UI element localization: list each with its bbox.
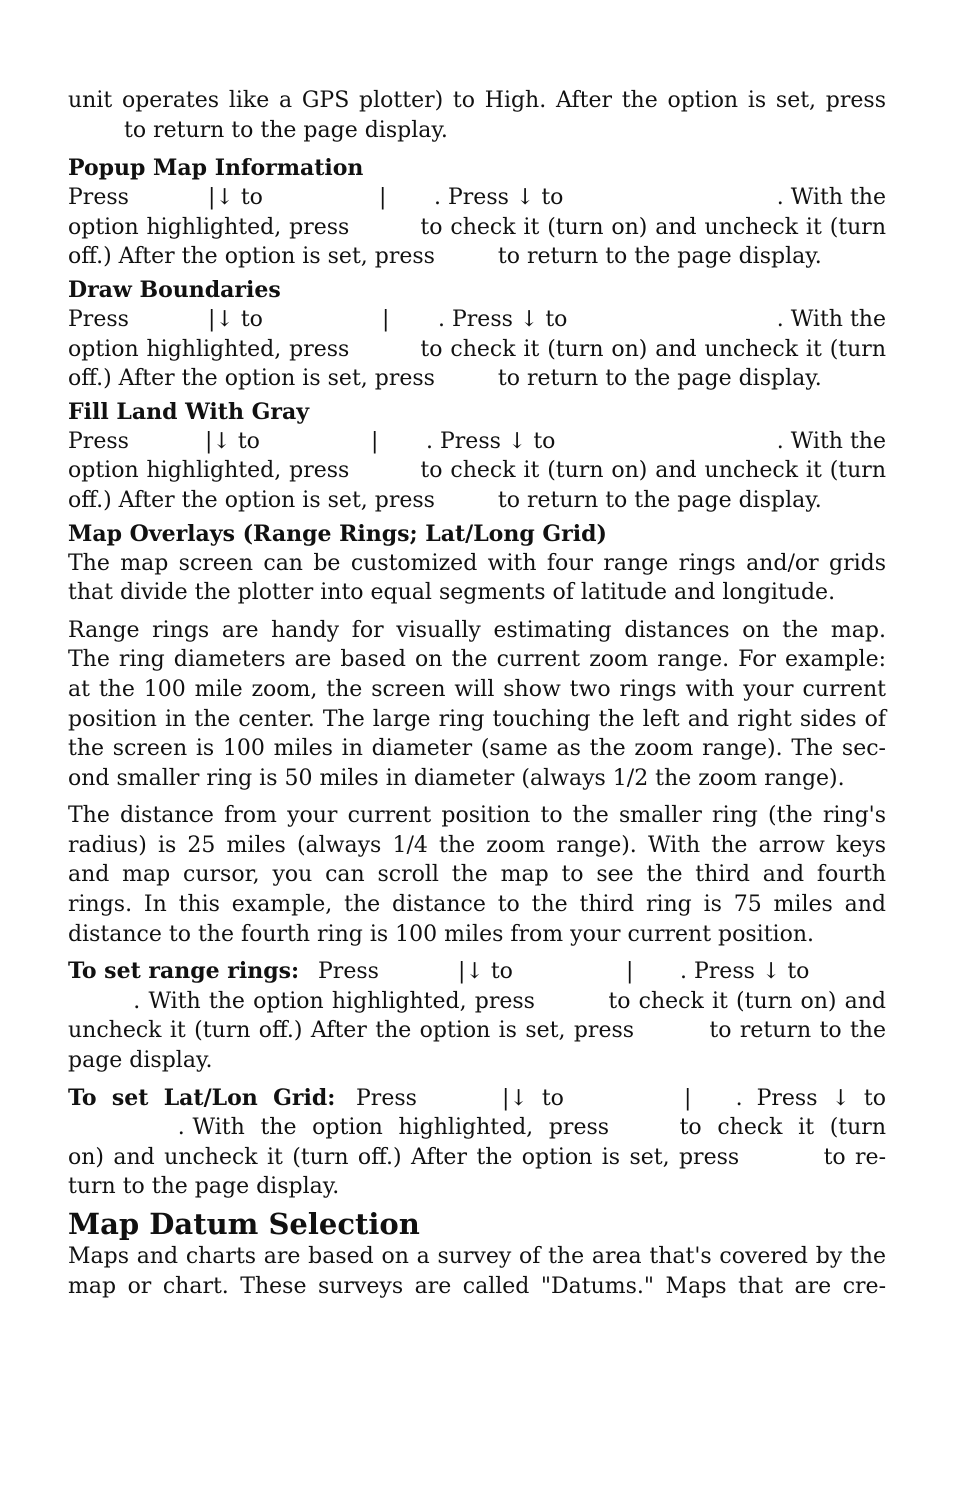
heading-map-overlays: Map Overlays (Range Rings; Lat/Long Grid) — [68, 520, 607, 547]
overlays-p3-line: rings. In this example, the distance to the third ring is 75 miles and — [68, 892, 886, 918]
manual-page — [68, 86, 886, 1301]
popup-line-3: off.) After the option is set, press to return to the page display. — [68, 244, 822, 270]
latlon-press: Press — [356, 1085, 417, 1111]
popup-line-1 — [68, 183, 886, 213]
latlon-press-down: . Press ↓ to — [735, 1085, 886, 1111]
popup-separator: | — [379, 185, 387, 211]
heading-popup-map-information: Popup Map Information — [68, 155, 364, 182]
popup-arrow-to: |↓ to — [208, 185, 263, 211]
latlon-line-3: on) and uncheck it (turn off.) After the option is set, press to re- — [68, 1144, 886, 1170]
fillland-line-3: off.) After the option is set, press to return to the page display. — [68, 487, 822, 513]
popup-press: Press — [68, 185, 129, 211]
datum-line: Maps and charts are based on a survey of the area that's covered by the — [68, 1244, 886, 1269]
rangerings-press: Press — [318, 959, 379, 985]
rangerings-separator: | — [626, 959, 634, 985]
heading-draw-boundaries: Draw Boundaries — [68, 276, 281, 303]
fillland-arrow-to: |↓ to — [205, 428, 260, 454]
boundaries-line-2: option highlighted, press to check it (turn on) and uncheck it (turn — [68, 336, 886, 362]
overlays-p2-line: The ring diameters are based on the current zoom range. For example: — [68, 647, 886, 673]
fillland-press: Press — [68, 428, 129, 454]
rangerings-line-2: . With the option highlighted, press to check it (turn on) and — [68, 988, 886, 1014]
rangerings-press-down: . Press ↓ to — [680, 959, 810, 985]
boundaries-with-the: . With the — [776, 306, 886, 332]
popup-press-down: . Press ↓ to — [434, 185, 564, 211]
overlays-p2-line: at the 100 mile zoom, the screen will show two rings with your current — [68, 676, 886, 702]
latlon-line-1 — [68, 1084, 886, 1114]
overlays-p1-line: that divide the plotter into equal segments of latitude and longitude. — [68, 580, 836, 606]
overlays-p3-line: and map cursor, you can scroll the map to see the third and fourth — [68, 862, 886, 888]
heading-map-datum-selection: Map Datum Selection — [68, 1207, 420, 1241]
latlon-separator: | — [684, 1085, 692, 1111]
boundaries-line-1 — [68, 305, 886, 335]
heading-fill-land-with-gray: Fill Land With Gray — [68, 398, 310, 425]
rangerings-line-4: page display. — [68, 1048, 213, 1074]
popup-line-2: option highlighted, press to check it (turn on) and uncheck it (turn — [68, 214, 886, 240]
boundaries-press-down: . Press ↓ to — [438, 306, 568, 332]
overlays-p3-line: radius) is 25 miles (always 1/4 the zoom range). With the arrow keys — [68, 832, 886, 858]
latlon-arrow-to: |↓ to — [502, 1085, 564, 1111]
overlays-p2-line: Range rings are handy for visually estimating distances on the map. — [68, 617, 886, 643]
rangerings-lead: To set range rings: — [68, 958, 300, 985]
overlays-p1-line: The map screen can be customized with four range rings and/or grids — [68, 550, 886, 576]
overlays-p3-line: The distance from your current position to the smaller ring (the ring's — [68, 803, 886, 829]
fillland-line-2: option highlighted, press to check it (turn on) and uncheck it (turn — [68, 458, 886, 484]
datum-line: map or chart. These surveys are called "Datums." Maps that are cre- — [68, 1273, 886, 1299]
boundaries-arrow-to: |↓ to — [208, 306, 263, 332]
intro-line-1: unit operates like a GPS plotter) to High. After the option is set, press — [68, 88, 886, 113]
rangerings-arrow-to: |↓ to — [458, 959, 513, 985]
overlays-p3-line: distance to the fourth ring is 100 miles from your current position. — [68, 921, 814, 947]
overlays-p2-line: position in the center. The large ring touching the left and right sides of — [68, 706, 886, 732]
intro-line-2: to return to the page display. — [124, 117, 448, 143]
fillland-press-down: . Press ↓ to — [426, 428, 556, 454]
rangerings-line-1 — [68, 957, 886, 987]
fillland-with-the: . With the — [776, 428, 886, 454]
boundaries-press: Press — [68, 306, 129, 332]
rangerings-line-3: uncheck it (turn off.) After the option is set, press to return to the — [68, 1018, 886, 1044]
fillland-separator: | — [371, 428, 379, 454]
latlon-line-4: turn to the page display. — [68, 1174, 340, 1200]
latlon-line-2: . With the option highlighted, press to check it (turn — [68, 1115, 886, 1141]
boundaries-line-3: off.) After the option is set, press to return to the page display. — [68, 366, 822, 392]
latlon-lead: To set Lat/Lon Grid: — [68, 1084, 336, 1111]
boundaries-separator: | — [382, 306, 390, 332]
overlays-p2-line: ond smaller ring is 50 miles in diameter (always 1/2 the zoom range). — [68, 765, 845, 791]
overlays-p2-line: the screen is 100 miles in diameter (same as the zoom range). The sec- — [68, 736, 886, 762]
popup-with-the: . With the — [776, 185, 886, 211]
fillland-line-1 — [68, 427, 886, 457]
